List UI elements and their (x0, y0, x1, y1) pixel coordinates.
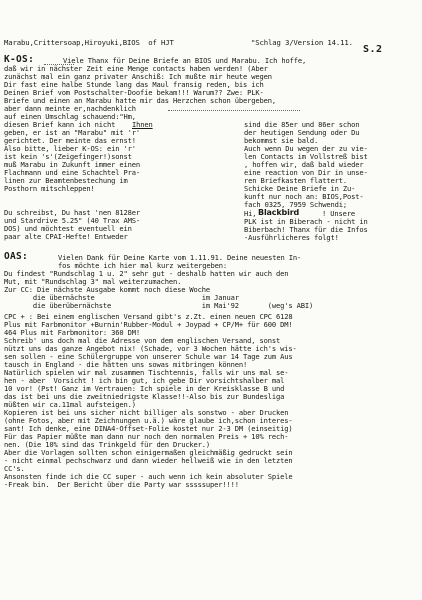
oas-line: CC's. (4, 464, 25, 473)
oas-line: hen - aber Vorsicht ! ich bin gut, ich gebe Dir vorsichtshalber mal (4, 376, 285, 385)
kos-line: Dir fast eine halbe Stunde lang das Maul fransig reden, bis ich (4, 80, 264, 89)
kos-left-line: ist kein 's'(Zeigefinger!)sonst (4, 152, 132, 161)
oas-tag: OAS: (4, 251, 29, 262)
page-number: S.2 (363, 44, 383, 55)
oas-line: Zur CC: Die nächste Ausgabe kommt noch diese Woche (4, 285, 211, 294)
oas-line: das ist bei uns die zweitniedrigste Klasse!!-Also bis zur Bundesliga (4, 392, 285, 401)
kos-left-line: diesen Brief kann ich nicht (4, 120, 116, 129)
kos-left-line: linen zur Beamtenbestechung im (4, 176, 128, 185)
oas-line: Für das Papier müßte man dann nur noch den normalen Preis + 10% rech- (4, 432, 289, 441)
oas-line: sant! Ich denke, eine DINA4-Offset-Folie kostet nur 2-3 DM (einseitig) (4, 424, 293, 433)
oas-line: -Freak bin. Der Bericht über die Party war sssssuper!!!! (4, 480, 239, 489)
oas-line: Kopieren ist bei uns sicher nicht billiger als sonstwo - aber Drucken (4, 408, 289, 417)
kos-right-line: Hi, (244, 209, 257, 218)
oas-line: Du findest "Rundschlag 1 u. 2" sehr gut - deshalb hatten wir auch den (4, 269, 289, 278)
oas-line: müßten wir ca.11mal aufsteigen.) (4, 400, 136, 409)
oas-line: Mut, mit "Rundschlag 3" mal weiterzumachen. (4, 277, 182, 286)
kos-line: zunächst mal ein ganz privater Anschiß: Ich mußte mir heute wegen (4, 72, 272, 81)
oas-line: tausch in England - die hätten uns sowas mitbringen können! (4, 360, 248, 369)
oas-line: 464 Plus mit Farbmonitor: 360 DM! (4, 328, 140, 337)
kos-underlined-word: Ihnen (132, 120, 153, 129)
column-separator-dots (168, 110, 300, 111)
header-authors: Marabu,Crittersoap,Hiroyuki,BIOS of HJT (4, 38, 174, 47)
oas-line: sen sollen - eine Schülergruppe von unserer Schule war 14 Tage zum Aus (4, 352, 293, 361)
kos-left-line: Also bitte, lieber K-OS: ein 'r' (4, 144, 136, 153)
oas-line: nützt uns das ganze Angebot nix! (Schade, vor 3 Wochen hätte ich's wis- (4, 344, 297, 353)
kos-stardrive-line: und Stardrive 5.25" (40 Trax AMS- (4, 216, 140, 225)
kos-right-line: , hoffen wir, daß bald wieder (244, 160, 364, 169)
kos-right-line: Schicke Deine Briefe in Zu- (244, 184, 356, 193)
kos-stardrive-line: DOS) und möchtest eventuell ein (4, 224, 132, 233)
kos-right-line: ren Briefkasten flattert. (244, 176, 348, 185)
kos-right-line: Biberbach! Thanx für die Infos (244, 225, 368, 234)
oas-line: Schreib' uns doch mal die Adresse von dem englischen Versand, sonst (4, 336, 281, 345)
oas-line: CPC + : Bei einem englischen Versand gibt's z.Zt. einen neuen CPC 6128 (4, 312, 293, 321)
oas-line: die überübernächste im Mai'92 (weg's ABI) (4, 301, 314, 310)
kos-right-line: der heutigen Sendung oder Du (244, 128, 360, 137)
oas-line: Natürlich spielen wir mal zusammen Tischtennis, falls wir uns mal se- (4, 368, 289, 377)
oas-line: 10 vor! (Pst! Ganz im Vertrauen: Ich spiele in der Kreisklasse B und (4, 384, 285, 393)
oas-line: Aber die Vorlagen sollten schon einigermaßen gleichmäßig gedruckt sein (4, 448, 293, 457)
kos-right-line: len Contacts im Vollstreß bist (244, 152, 368, 161)
kos-right-line: kunft nur noch an: BIOS,Post- (244, 192, 364, 201)
kos-right-line: -Ausführlicheres folgt! (244, 233, 339, 242)
kos-line: aber dann meinte er,nachdenklich (4, 104, 136, 113)
kos-stardrive-line: paar alte CPAI-Hefte! Entweder (4, 232, 128, 241)
kos-left-line: geben, er ist an "Marabu" mit 'r' (4, 128, 140, 137)
oas-line: (ohne Fotos, aber mit Zeichnungen u.ä.) wäre glaube ich,schon interes- (4, 416, 293, 425)
kos-right-line: bekommst sie bald. (244, 136, 319, 145)
oas-line: Plus mit Farbmonitor +Burnin'Rubber-Modul + Joypad + CP/M+ für 600 DM! (4, 320, 293, 329)
kos-line: daß wir in nächster Zeit eine Menge contacts haben werden! (Aber (4, 64, 268, 73)
header-issue-version: "Schlag 3/Version 14.11. (251, 38, 353, 47)
kos-left-line: gerichtet. Der meinte das ernst! (4, 136, 136, 145)
kos-right-line: Auch wenn Du wegen der zu vie- (244, 144, 368, 153)
kos-line: Deinen Brief vom Postschalter-Doofie bekam!!! Warum?? Zwe: PLK- (4, 88, 264, 97)
kos-left-line: Flachmann und eine Schachtel Pra- (4, 168, 140, 177)
oas-line: Ansonsten finde ich die CC super - auch wenn ich kein absoluter Spiele (4, 472, 293, 481)
kos-stardrive-line: Du schreibst, Du hast 'nen 8128er (4, 208, 140, 217)
kos-left-line: muß Marabu in Zukunft immer einen (4, 160, 140, 169)
oas-line: fos möchte ich hier mal kurz weitergeben: (58, 261, 227, 270)
kos-right-line: eine reaction von Dir in unse- (244, 168, 368, 177)
oas-line: - nicht einmal pechschwarz und dann wieder hellweiß wie in den letzten (4, 456, 293, 465)
kos-right-line: ! Unsere (322, 209, 355, 218)
kos-right-line: sind die 85er und 86er schon (244, 120, 360, 129)
kos-line: Viele Thanx für Deine Briefe an BIOS und Marabu. Ich hoffe, (63, 56, 307, 65)
blackbird-name: Blackbird (258, 208, 300, 217)
oas-line: Vielen Dank für Deine Karte vom 1.11.91. Deine neuesten In- (58, 253, 302, 262)
kos-right-line: fach 0325, 7959 Schwendi; (244, 200, 348, 209)
oas-line: nen. (Die 10% sind das Trinkgeld für den Drucker.) (4, 440, 211, 449)
kos-line: Briefe und einen an Marabu hatte mir das Herzchen schon übergeben, (4, 96, 276, 105)
oas-line: die übernächste im Januar (4, 293, 239, 302)
kos-left-line: Posthorn mitschleppen! (4, 184, 95, 193)
kos-right-line: PLK ist in Biberach - nicht in (244, 217, 368, 226)
kos-left-line: auf einen Umschlag schauend:"Hm, (4, 112, 136, 121)
kos-tag: K-OS: (4, 54, 35, 65)
